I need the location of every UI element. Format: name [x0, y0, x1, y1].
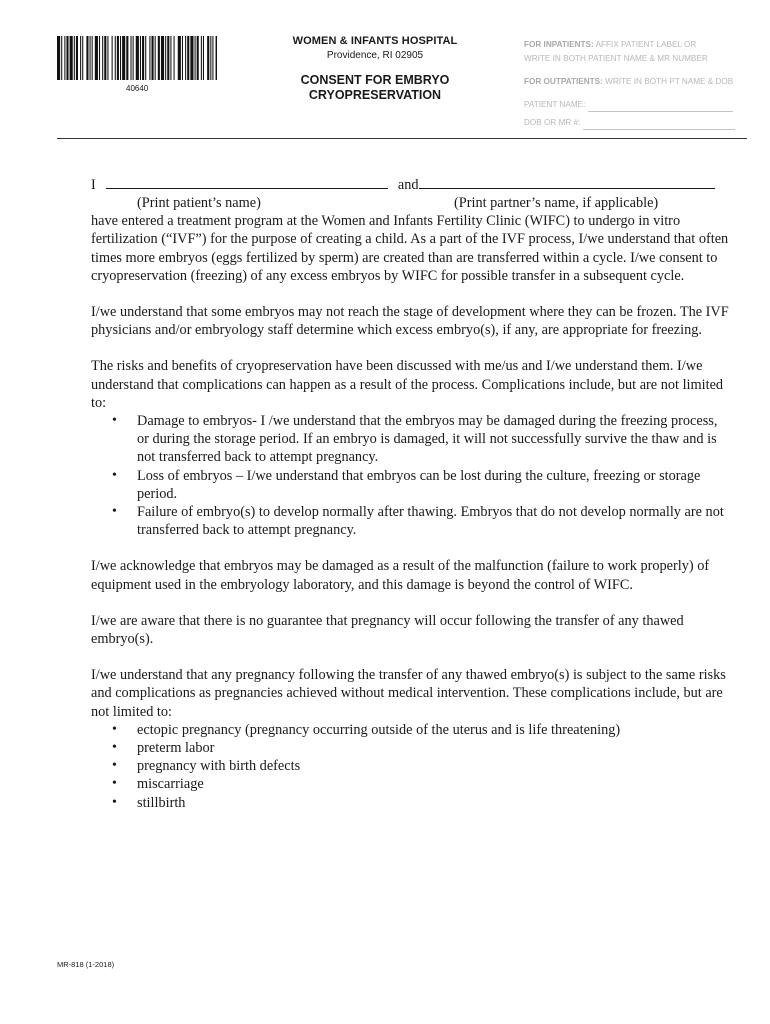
paragraph-treatment: have entered a treatment program at the Women and Infants Fertility Clinic (WIFC) to undergo in vitro fertilization (“IVF”) for the purpose of creating a child. As a part of the IVF process, I/we understand that often times more embryos (eggs fertilized by sperm) are created than are transferred within a cycle. I/we consent to cryopreservation (freezing) of any excess embryos by WIFC for possible transfer in a subsequent cycle. [91, 213, 729, 284]
form-title-line-2: CRYOPRESERVATION [308, 88, 442, 102]
list-item: • ectopic pregnancy (pregnancy occurring outside of the uterus and is life threatening) [91, 721, 731, 739]
list-item: • preterm labor [91, 739, 731, 757]
consent-body [91, 176, 731, 812]
patient-name-row [524, 98, 749, 112]
inpatients-instruction [524, 38, 749, 52]
patient-name-field[interactable] [588, 102, 733, 112]
list-item: • stillbirth [91, 794, 731, 812]
paragraph-no-guarantee: I/we are aware that there is no guarantee that pregnancy will occur following the transfer of any thawed embryo(s). [91, 612, 684, 648]
hospital-city: Providence, RI 02905 [326, 50, 424, 61]
outpatients-instruction [524, 75, 749, 89]
dob-mr-field[interactable] [583, 120, 735, 130]
form-title-line-1: CONSENT FOR EMBRYO [300, 73, 450, 87]
i-label: I [91, 177, 96, 193]
list-item: • Loss of embryos – I/we understand that embryos can be lost during the culture, freezing or storage period. [91, 467, 731, 503]
risks-list [91, 412, 731, 539]
paragraph-pregnancy-risks: I/we understand that any pregnancy following the transfer of any thawed embryo(s) is subject to the same risks and complications as pregnancies achieved without medical intervention. These complications include, but are not limited to: [91, 667, 726, 720]
inpatients-text-1: AFFIX PATIENT LABEL OR [595, 40, 697, 49]
form-title [270, 73, 480, 103]
barcode-graphic [57, 36, 217, 80]
list-item: • Failure of embryo(s) to develop normally after thawing. Embryos that do not develop normally are not transferred back to attempt pregnancy. [91, 503, 731, 539]
patient-name-label: PATIENT NAME: [524, 100, 586, 109]
barcode-number: 40640 [126, 84, 149, 93]
complications-list [91, 721, 731, 812]
inpatients-label: FOR INPATIENTS: [524, 40, 594, 49]
outpatients-label: FOR OUTPATIENTS: [524, 77, 603, 86]
patient-name-caption: (Print patient’s name) [137, 195, 261, 212]
and-label: and [397, 177, 419, 193]
list-item: • pregnancy with birth defects [91, 757, 731, 775]
partner-name-caption: (Print partner’s name, if applicable) [454, 195, 659, 212]
patient-name-blank[interactable] [106, 176, 388, 189]
patient-label-area [524, 38, 749, 130]
partner-name-blank[interactable] [419, 176, 715, 189]
outpatients-text: WRITE IN BOTH PT NAME & DOB [605, 77, 734, 86]
hospital-block [270, 35, 480, 103]
hospital-name: WOMEN & INFANTS HOSPITAL [292, 35, 458, 47]
paragraph-development: I/we understand that some embryos may not reach the stage of development where they can be frozen. The IVF physicians and/or embryology staff determine which excess embryo(s), if any, are appropriate for freezing. [91, 304, 729, 339]
list-item: • Damage to embryos- I /we understand that the embryos may be damaged during the freezing process, or during the storage period. If an embryo is damaged, it will not successfully survive the thaw and is not transferred back to attempt pregnancy. [91, 412, 731, 467]
names-captions [91, 194, 731, 212]
inpatients-text-2: WRITE IN BOTH PATIENT NAME & MR NUMBER [524, 54, 708, 63]
paragraph-risks: The risks and benefits of cryopreservation have been discussed with me/us and I/we understand them. I/we understand that complications can happen as a result of the process. Complications include, but are not limited to: [91, 358, 724, 411]
paragraph-equipment: I/we acknowledge that embryos may be damaged as a result of the malfunction (failure to work properly) of equipment used in the embryology laboratory, and this damage is beyond the control of WIFC. [91, 558, 710, 593]
barcode [57, 36, 217, 85]
dob-mr-label: DOB OR MR #: [524, 118, 581, 127]
list-item: • miscarriage [91, 775, 731, 793]
form-number: MR-818 (1-2018) [57, 960, 115, 969]
dob-mr-row [524, 116, 749, 130]
names-row [91, 176, 731, 194]
header-divider [57, 138, 747, 139]
